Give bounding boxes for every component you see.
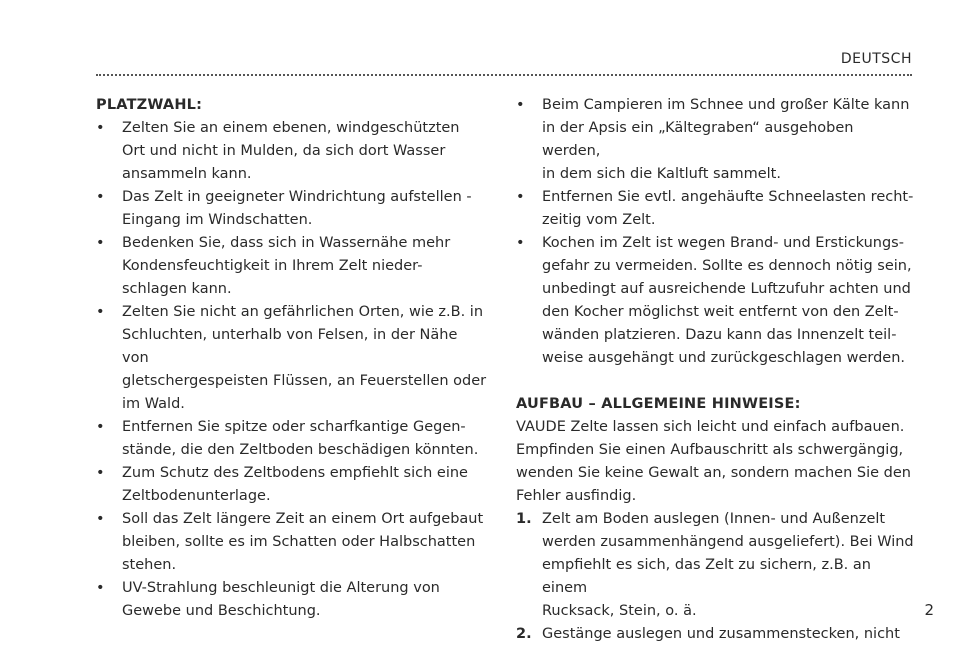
bullet-icon: • bbox=[96, 580, 105, 596]
step-item bbox=[516, 508, 916, 623]
platzwahl-list bbox=[96, 117, 488, 623]
bullet-icon: • bbox=[96, 419, 105, 435]
step-text: Zelt am Boden auslegen (Innen- und Außenzelt werden zusammenhängend ausgeliefert). Bei Wind empfiehlt es sich, das Zelt zu sichern, z.B. an einem Rucksack, Stein, o. ä. bbox=[542, 511, 914, 619]
bullet-icon: • bbox=[96, 465, 105, 481]
step-number: 1. bbox=[516, 511, 532, 527]
list-item bbox=[96, 186, 488, 232]
bullet-icon: • bbox=[516, 189, 525, 205]
list-item-text: Beim Campieren im Schnee und großer Kälte kann in der Apsis ein „Kältegraben“ ausgehoben werden, in dem sich die Kaltluft sammelt. bbox=[542, 97, 910, 182]
bullet-icon: • bbox=[516, 235, 525, 251]
list-item-text: Bedenken Sie, dass sich in Wassernähe mehr Kondensfeuchtigkeit in Ihrem Zelt nieder- schlagen kann. bbox=[122, 235, 451, 297]
list-item-text: Zum Schutz des Zeltbodens empfiehlt sich eine Zeltbodenunterlage. bbox=[122, 465, 468, 504]
list-item bbox=[96, 416, 488, 462]
right-column bbox=[516, 94, 916, 646]
list-item-text: Soll das Zelt längere Zeit an einem Ort aufgebaut bleiben, sollte es im Schatten oder Halbschatten stehen. bbox=[122, 511, 484, 573]
list-item bbox=[96, 577, 488, 623]
list-item-text: Entfernen Sie spitze oder scharfkantige Gegen- stände, die den Zeltboden beschädigen könnten. bbox=[122, 419, 479, 458]
step-number: 2. bbox=[516, 626, 532, 642]
list-item-text: UV-Strahlung beschleunigt die Alterung von Gewebe und Beschichtung. bbox=[122, 580, 440, 619]
bullet-icon: • bbox=[96, 189, 105, 205]
bullet-icon: • bbox=[96, 235, 105, 251]
list-item bbox=[96, 232, 488, 301]
list-item bbox=[96, 508, 488, 577]
snow-cooking-list bbox=[516, 94, 916, 370]
list-item bbox=[516, 94, 916, 186]
list-item-text: Kochen im Zelt ist wegen Brand- und Erstickungs- gefahr zu vermeiden. Sollte es dennoch nötig sein, unbedingt auf ausreichende Luftzufuhr achten und den Kocher möglichst weit entfernt von den Zelt- wänden platzieren. Dazu kann das Innenzelt teil- weise ausgehängt und zurückgeschlagen werden. bbox=[542, 235, 912, 366]
section-heading-platzwahl: PLATZWAHL: bbox=[96, 97, 203, 113]
list-item-text: Entfernen Sie evtl. angehäufte Schneelasten recht- zeitig vom Zelt. bbox=[542, 189, 914, 228]
page-number: 2 bbox=[924, 601, 934, 619]
list-item-text: Zelten Sie an einem ebenen, windgeschützten Ort und nicht in Mulden, da sich dort Wasser ansammeln kann. bbox=[122, 120, 460, 182]
list-item-text: Zelten Sie nicht an gefährlichen Orten, wie z.B. in Schluchten, unterhalb von Felsen, in der Nähe von gletschergespeisten Flüssen, an Feuerstellen oder im Wald. bbox=[122, 304, 487, 412]
bullet-icon: • bbox=[516, 97, 525, 113]
aufbau-intro: VAUDE Zelte lassen sich leicht und einfach aufbauen. Empfinden Sie einen Aufbauschritt als schwergängig, wenden Sie keine Gewalt an, sondern machen Sie den Fehler ausfindig. bbox=[516, 419, 911, 504]
dotted-divider bbox=[96, 74, 912, 76]
list-item-text: Das Zelt in geeigneter Windrichtung aufstellen - Eingang im Windschatten. bbox=[122, 189, 472, 228]
list-item bbox=[96, 462, 488, 508]
bullet-icon: • bbox=[96, 304, 105, 320]
list-item bbox=[96, 117, 488, 186]
aufbau-steps bbox=[516, 508, 916, 646]
list-item bbox=[516, 186, 916, 232]
list-item bbox=[96, 301, 488, 416]
bullet-icon: • bbox=[96, 511, 105, 527]
spacer bbox=[516, 370, 916, 393]
list-item bbox=[516, 232, 916, 370]
section-heading-aufbau: AUFBAU – ALLGEMEINE HINWEISE: bbox=[516, 396, 801, 412]
left-column bbox=[96, 94, 488, 623]
language-label: DEUTSCH bbox=[840, 51, 912, 67]
step-text: Gestänge auslegen und zusammenstecken, nicht bbox=[542, 626, 900, 642]
bullet-icon: • bbox=[96, 120, 105, 136]
step-item bbox=[516, 623, 916, 646]
